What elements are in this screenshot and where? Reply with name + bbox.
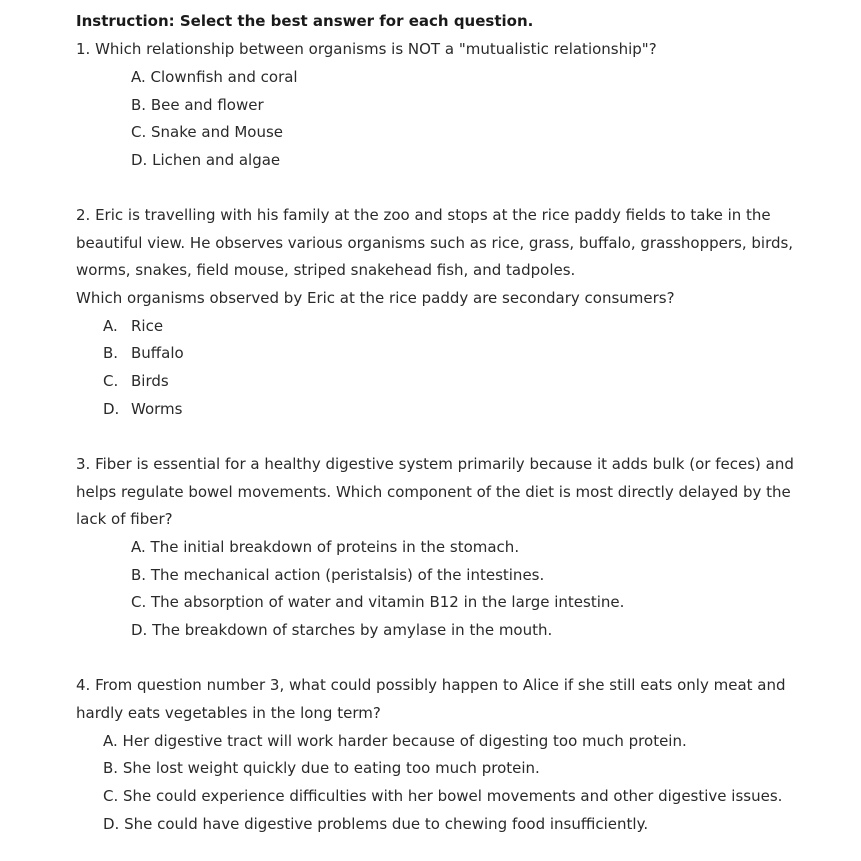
question-2-option-a bbox=[103, 316, 163, 336]
question-2-stem-line-4: Which organisms observed by Eric at the rice paddy are secondary consumers? bbox=[76, 289, 675, 307]
question-3-stem-line-2: helps regulate bowel movements. Which component of the diet is most directly delayed by the bbox=[76, 483, 791, 501]
question-1-option-b: B. Bee and flower bbox=[131, 96, 264, 114]
option-text: Worms bbox=[131, 400, 183, 418]
option-letter: C. bbox=[103, 372, 119, 390]
question-2-option-d bbox=[103, 399, 182, 419]
question-2-stem-line-3: worms, snakes, field mouse, striped snakehead fish, and tadpoles. bbox=[76, 261, 576, 279]
question-1-option-a: A. Clownfish and coral bbox=[131, 68, 298, 86]
instruction: Instruction: Select the best answer for each question. bbox=[76, 12, 534, 30]
option-letter: D. bbox=[103, 400, 120, 418]
question-3-option-a: A. The initial breakdown of proteins in the stomach. bbox=[131, 538, 520, 556]
question-3-option-d: D. The breakdown of starches by amylase in the mouth. bbox=[131, 621, 553, 639]
question-3-stem-line-3: lack of fiber? bbox=[76, 510, 173, 528]
option-letter: A. bbox=[103, 317, 118, 335]
question-2-option-c bbox=[103, 371, 169, 391]
question-4-stem-line-2: hardly eats vegetables in the long term? bbox=[76, 704, 381, 722]
option-text: Rice bbox=[131, 317, 164, 335]
option-letter: B. bbox=[103, 344, 119, 362]
question-3-option-c: C. The absorption of water and vitamin B12 in the large intestine. bbox=[131, 593, 625, 611]
question-1-option-c: C. Snake and Mouse bbox=[131, 123, 284, 141]
question-3-option-b: B. The mechanical action (peristalsis) of the intestines. bbox=[131, 566, 545, 584]
question-4-stem-line-1: 4. From question number 3, what could possibly happen to Alice if she still eats only meat and bbox=[76, 676, 786, 694]
question-3-stem-line-1: 3. Fiber is essential for a healthy digestive system primarily because it adds bulk (or feces) and bbox=[76, 455, 794, 473]
option-text: Buffalo bbox=[131, 344, 184, 362]
question-4-option-c: C. She could experience difficulties with her bowel movements and other digestive issues. bbox=[103, 787, 783, 805]
question-2-option-b bbox=[103, 343, 184, 363]
question-4-option-b: B. She lost weight quickly due to eating too much protein. bbox=[103, 759, 540, 777]
question-2-stem-line-2: beautiful view. He observes various organisms such as rice, grass, buffalo, grasshoppers, birds, bbox=[76, 234, 794, 252]
option-text: Birds bbox=[131, 372, 169, 390]
question-2-stem-line-1: 2. Eric is travelling with his family at the zoo and stops at the rice paddy fields to take in the bbox=[76, 206, 771, 224]
question-1-option-d: D. Lichen and algae bbox=[131, 151, 281, 169]
question-1-stem: 1. Which relationship between organisms is NOT a "mutualistic relationship"? bbox=[76, 40, 657, 58]
question-4-option-a: A. Her digestive tract will work harder because of digesting too much protein. bbox=[103, 732, 687, 750]
question-4-option-d: D. She could have digestive problems due to chewing food insufficiently. bbox=[103, 815, 649, 833]
